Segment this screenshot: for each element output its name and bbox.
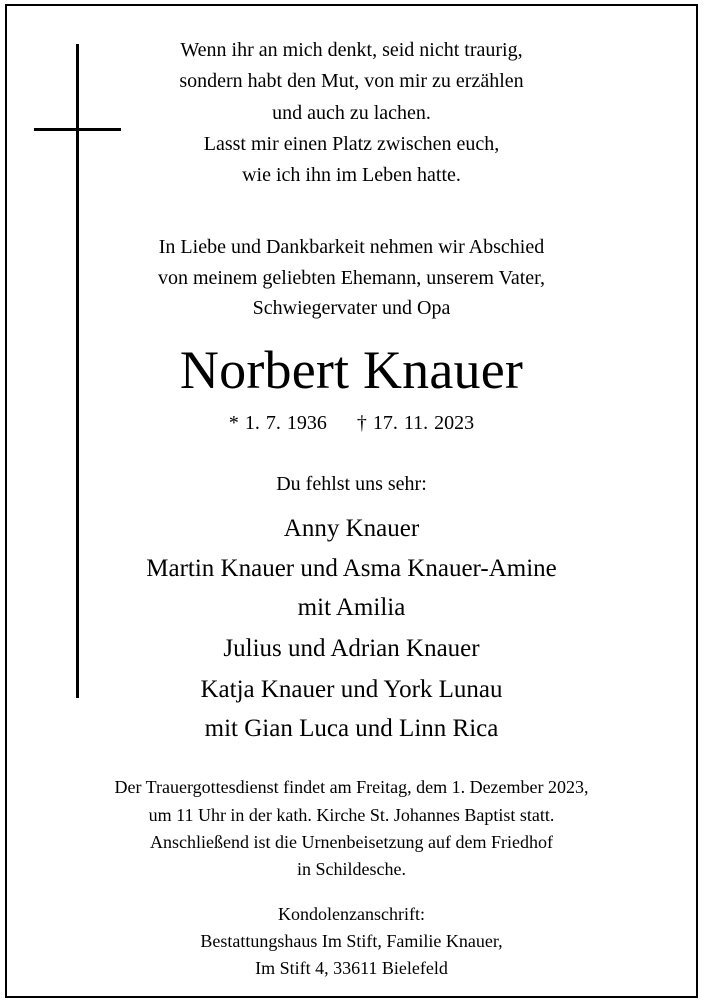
mourners-heading: Du fehlst uns sehr:	[276, 473, 427, 495]
mourner-line: mit Gian Luca und Linn Rica	[204, 715, 499, 742]
mourner-line: Martin Knauer und Asma Knauer-Amine	[146, 555, 557, 582]
service-line: Anschließend ist die Urnenbeisetzung auf dem Friedhof	[150, 832, 553, 852]
intro-line: In Liebe und Dankbarkeit nehmen wir Abschied	[158, 236, 545, 258]
poem-line: Lasst mir einen Platz zwischen euch,	[203, 133, 500, 155]
cross-icon-horizontal-bar	[34, 128, 121, 131]
poem-line: und auch zu lachen.	[272, 102, 431, 124]
intro-line: von meinem geliebten Ehemann, unserem Vater,	[157, 267, 546, 289]
mourner-line: Julius und Adrian Knauer	[223, 635, 480, 662]
mourner-line: mit Amilia	[297, 594, 406, 621]
poem-line: sondern habt den Mut, von mir zu erzählen	[179, 70, 524, 92]
condolence-line: Im Stift 4, 33611 Bielefeld	[255, 958, 448, 978]
poem-line: wie ich ihn im Leben hatte.	[242, 164, 461, 186]
mourner-line: Anny Knauer	[283, 515, 420, 542]
mourner-line: Katja Knauer und York Lunau	[200, 676, 503, 703]
condolence-heading: Kondolenzanschrift:	[278, 904, 425, 924]
service-line: Der Trauergottesdienst findet am Freitag, dem 1. Dezember 2023,	[114, 777, 589, 797]
intro-line: Schwiegervater und Opa	[252, 297, 451, 319]
poem-line: Wenn ihr an mich denkt, seid nicht traurig,	[180, 39, 523, 61]
service-line: um 11 Uhr in der kath. Kirche St. Johannes Baptist statt.	[148, 805, 555, 825]
life-dates	[0, 413, 703, 433]
service-line: in Schildesche.	[297, 859, 406, 879]
death-date: † 17. 11. 2023	[356, 412, 475, 434]
deceased-name: Norbert Knauer	[179, 340, 524, 400]
birth-date: * 1. 7. 1936	[228, 412, 327, 434]
condolence-line: Bestattungshaus Im Stift, Familie Knauer,	[200, 931, 503, 951]
